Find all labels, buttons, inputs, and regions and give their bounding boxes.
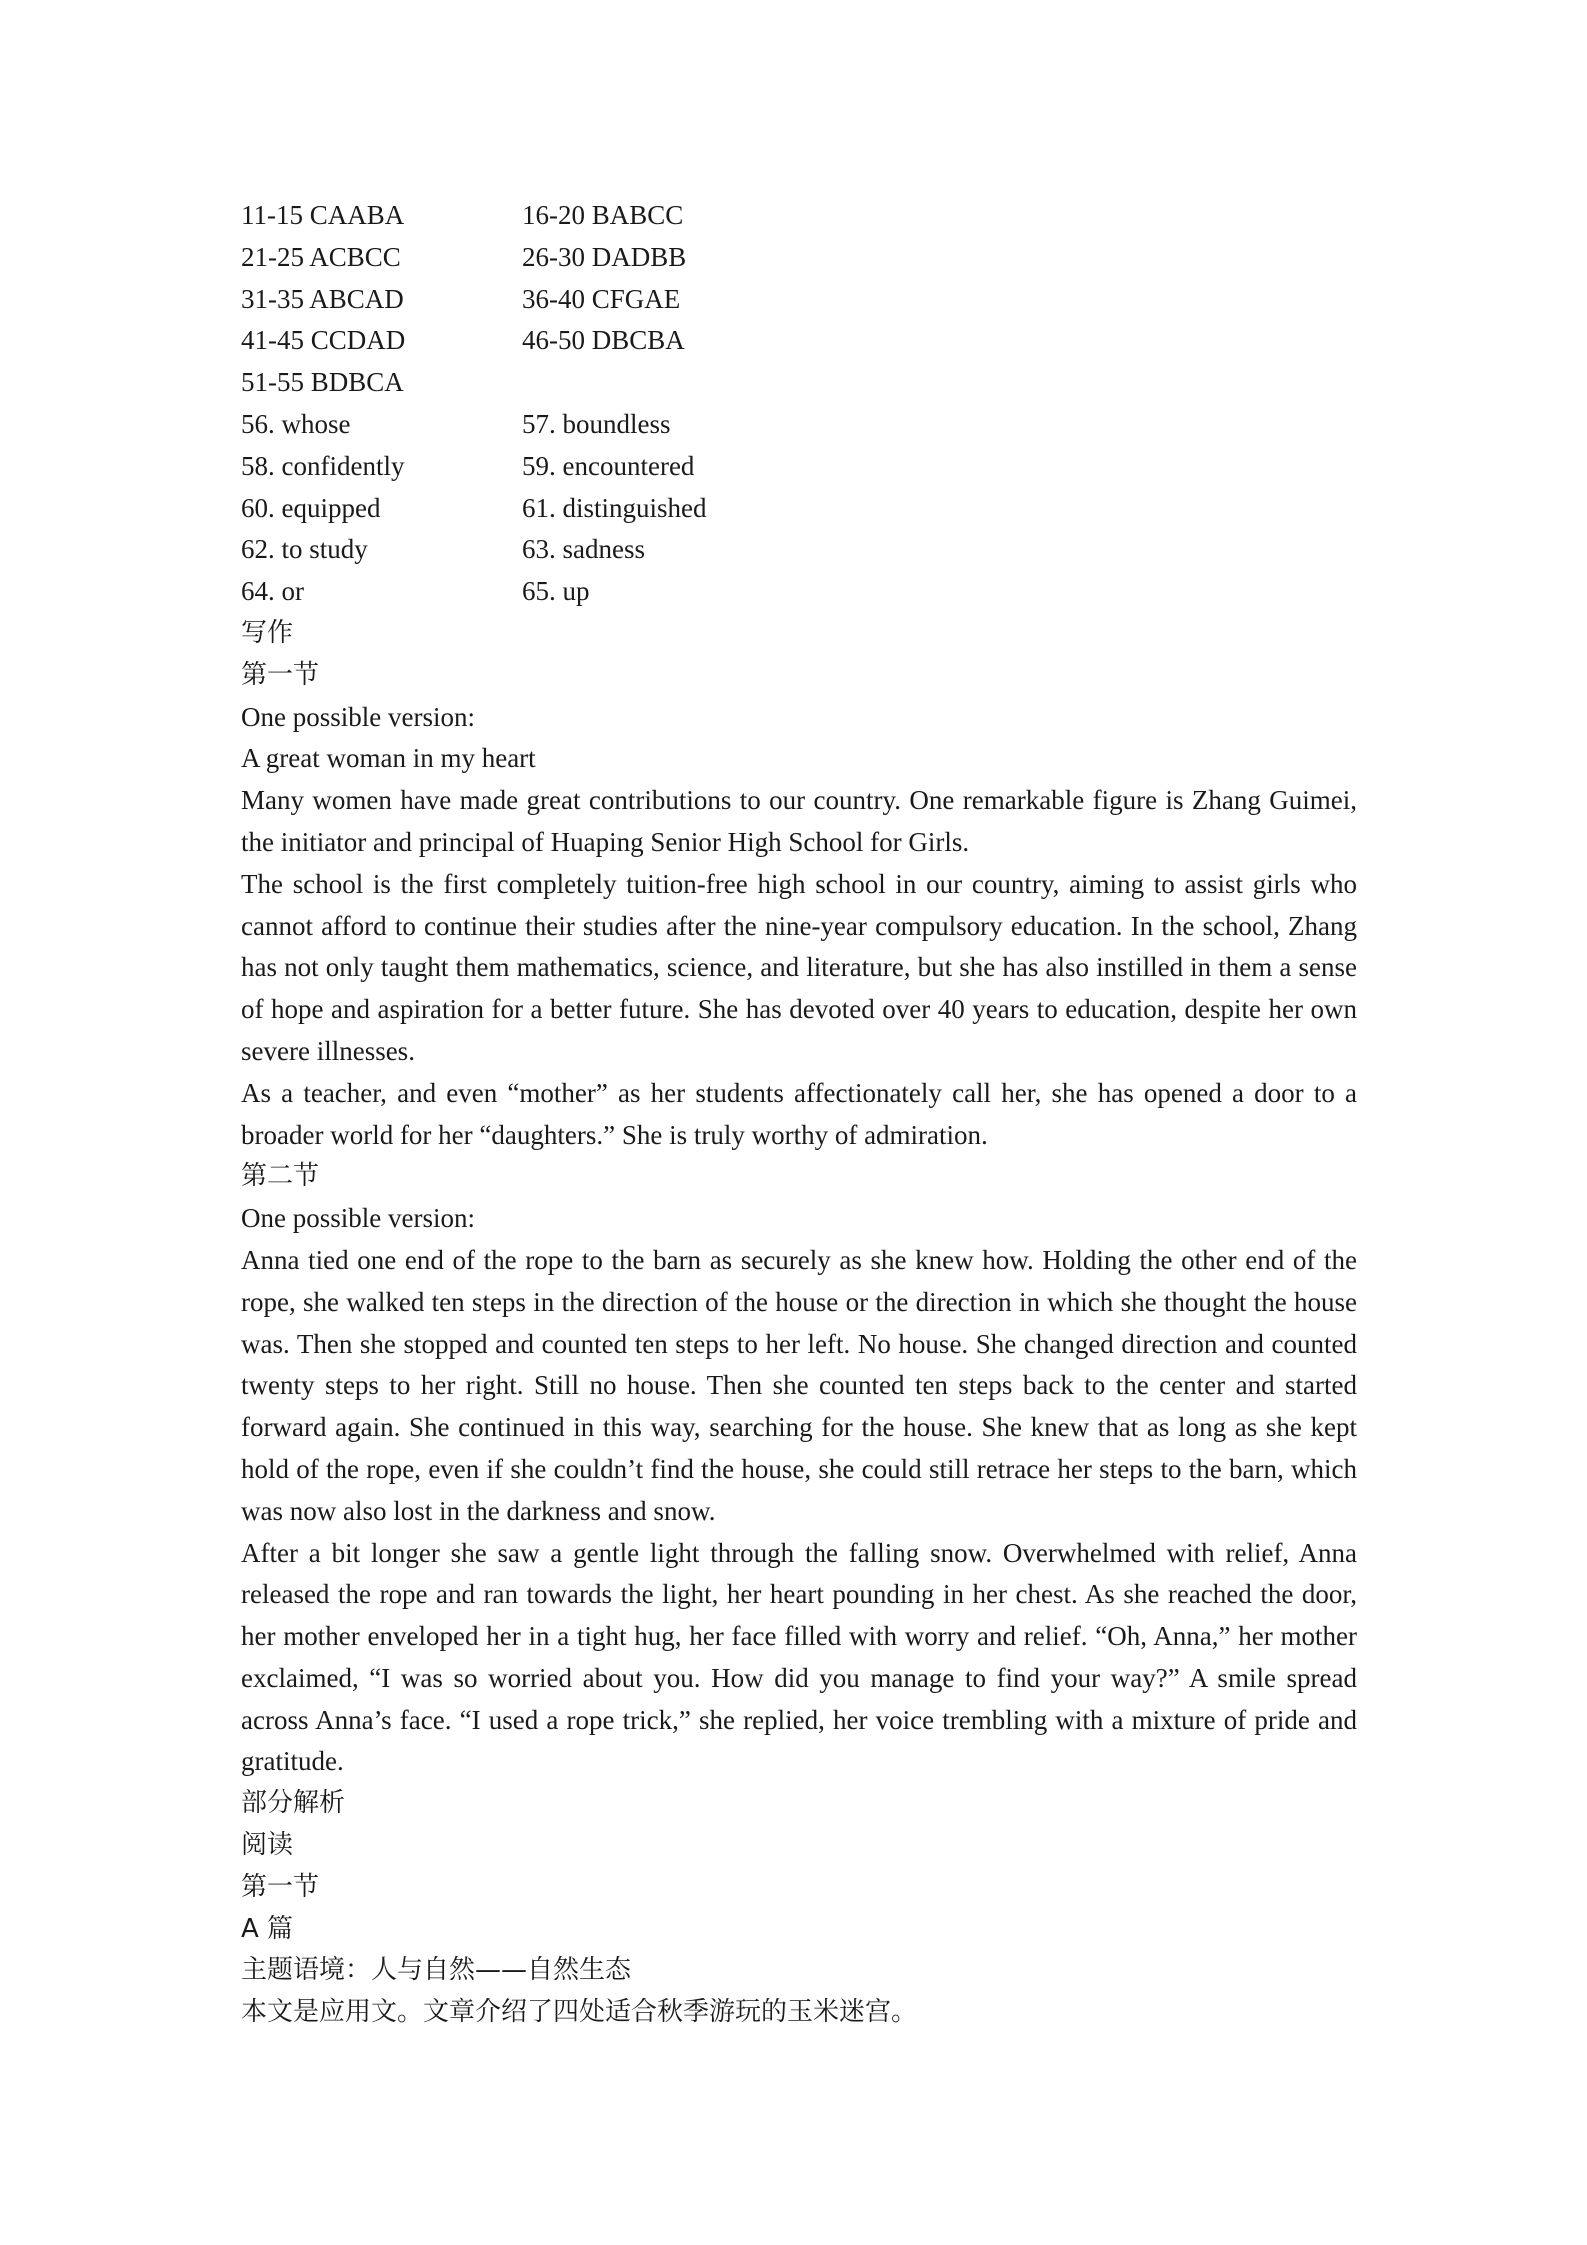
answer-row: [241, 320, 1357, 362]
passage-summary: 本文是应用文。文章介绍了四处适合秋季游玩的玉米迷宫。: [241, 1997, 918, 2028]
writing-section-2: [241, 1156, 1357, 1783]
writing-section-1: [241, 655, 1357, 1157]
answer-cell: 21-25 ACBCC: [241, 241, 401, 272]
answer-cell: 59. encountered: [522, 450, 695, 481]
answer-row: [241, 404, 1357, 446]
answer-cell: 58. confidently: [241, 450, 405, 481]
answer-row: [241, 362, 1357, 404]
answer-cell: 16-20 BABCC: [522, 200, 684, 230]
essay-paragraph: Many women have made great contributions to our country. One remarkable figure is Zhang Guimei, the initiator and principal of Huaping Senior High School for Girls.: [241, 785, 1357, 857]
answer-row: [241, 195, 1357, 237]
section-heading: 第一节: [241, 659, 320, 690]
answer-cell: 63. sadness: [522, 534, 645, 565]
version-label: One possible version:: [241, 701, 475, 732]
answer-cell: 26-30 DADBB: [522, 241, 687, 272]
answer-row: [241, 446, 1357, 488]
answer-row: [241, 571, 1357, 613]
section-heading: 第一节: [241, 1871, 320, 1902]
theme-context: 主题语境：人与自然——自然生态: [241, 1955, 632, 1986]
answer-cell: 41-45 CCDAD: [241, 325, 406, 356]
answer-row: [241, 279, 1357, 321]
answer-key: [241, 195, 1357, 613]
analysis-heading: 部分解析: [241, 1788, 346, 1819]
answer-cell: 61. distinguished: [522, 492, 707, 523]
story-paragraph: Anna tied one end of the rope to the barn as securely as she knew how. Holding the other end of the rope, she walked ten steps in the direction of the house or the direction in which she thought the house was. Then she stopped and counted ten steps to her left. No house. She changed direction and counted twenty steps to her right. Still no house. Then she counted ten steps back to the center and started forward again. She continued in this way, searching for the house. She knew that as long as she kept hold of the rope, even if she couldn’t find the house, she could still retrace her steps to the barn, which was now also lost in the darkness and snow.: [241, 1244, 1357, 1526]
answer-cell: 64. or: [241, 576, 304, 607]
answer-row: [241, 237, 1357, 279]
answer-document: [241, 195, 1357, 2034]
answer-row: [241, 488, 1357, 530]
answer-cell: 46-50 DBCBA: [522, 325, 685, 356]
answer-cell: 65. up: [522, 576, 590, 607]
essay-paragraph: The school is the first completely tuition-free high school in our country, aiming to assist girls who cannot afford to continue their studies after the nine-year compulsory education. In the school, Zhang has not only taught them mathematics, science, and literature, but she has also instilled in them a sense of hope and aspiration for a better future. She has devoted over 40 years to education, despite her own severe illnesses.: [241, 868, 1357, 1066]
reading-heading: 阅读: [241, 1830, 294, 1861]
answer-cell: 51-55 BDBCA: [241, 367, 404, 398]
answer-row: [241, 529, 1357, 571]
version-label: One possible version:: [241, 1203, 475, 1234]
answer-cell: 62. to study: [241, 534, 368, 565]
answer-cell: 11-15 CAABA: [241, 200, 405, 230]
passage-label: A 篇: [241, 1913, 294, 1944]
essay-title: A great woman in my heart: [241, 743, 536, 774]
answer-cell: 57. boundless: [522, 408, 671, 439]
writing-heading: 写作: [241, 617, 294, 648]
story-paragraph: After a bit longer she saw a gentle light through the falling snow. Overwhelmed with relief, Anna released the rope and ran towards the light, her heart pounding in her chest. As she reached the door, her mother enveloped her in a tight hug, her face filled with worry and relief. “Oh, Anna,” her mother exclaimed, “I was so worried about you. How did you manage to find your way?” A smile spread across Anna’s face. “I used a rope trick,” she replied, her voice trembling with a mixture of pride and gratitude.: [241, 1537, 1357, 1777]
answer-cell: 60. equipped: [241, 492, 381, 523]
answer-cell: 56. whose: [241, 408, 351, 439]
answer-cell: 31-35 ABCAD: [241, 283, 404, 314]
analysis-section: [241, 1783, 1357, 2034]
section-heading: 第二节: [241, 1161, 320, 1192]
answer-cell: 36-40 CFGAE: [522, 283, 681, 314]
essay-paragraph: As a teacher, and even “mother” as her students affectionately call her, she has opened a door to a broader world for her “daughters.” She is truly worthy of admiration.: [241, 1077, 1357, 1150]
